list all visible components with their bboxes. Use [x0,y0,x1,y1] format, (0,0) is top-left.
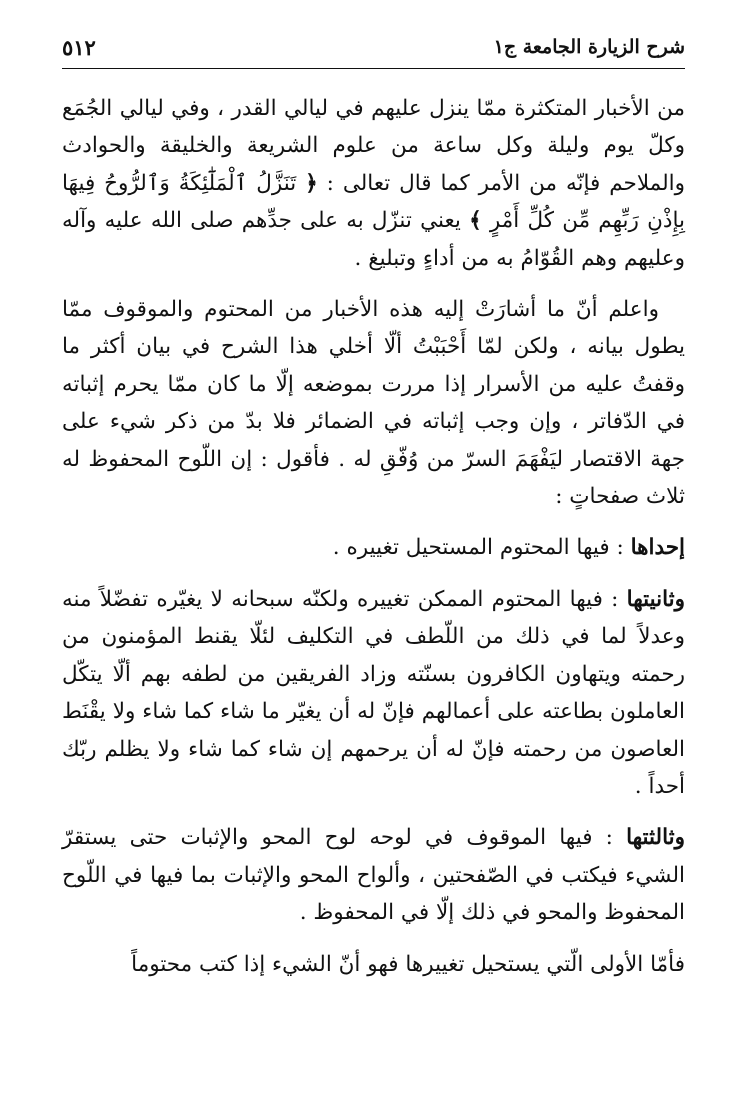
paragraph-6 [62,946,685,983]
main-text [62,90,685,983]
paragraph-3 [62,529,685,566]
quran-open-brace: ﴿ [305,170,318,196]
term-third: وثالثتها [626,825,685,851]
paragraph-2-text: واعلم أنّ ما أشارَتْ إليه هذه الأخبار من المحتوم والموقوف ممّا يطول بيانه ، ولكن لمّا أَحْبَبْتُ ألّا أخلي هذا الشرح في بيان أكثر ما وقفتُ عليه من الأسرار إذا مررت بموضعه إلّا ما كان ممّا يحرم إثباته في الدّفاتر ، وإن وجب إثباته في الضمائر فلا بدّ من ذكر شيء على جهة الاقتصار ليَفْهَمَ السرّ من وُفّقِ له . فأقول : إن اللّوح المحفوظ له ثلاث صفحاتٍ : [62,297,685,510]
quran-verse: تَنَزَّلُ ٱلْمَلَٰٓئِكَةُ وَٱلرُّوحُ فِيهَا بِإِذْنِ رَبِّهِم مِّن كُلِّ أَمْرٍ [62,170,685,234]
paragraph-1-text-a: من الأخبار المتكثرة ممّا ينزل عليهم في ليالي القدر ، وفي ليالي الجُمَع وكلّ يوم وليلة وكل ساعة من علوم الشريعة والخليقة والحوادث والملاحم فإنّه من الأمر كما قال تعالى : [62,96,686,196]
paragraph-4 [62,581,685,805]
paragraph-2 [62,291,685,515]
paragraph-3-text: : فيها المحتوم المستحيل تغييره . [332,535,631,561]
quran-close-brace: ﴾ [469,208,482,234]
paragraph-6-text: فأمّا الأولى الّتي يستحيل تغييرها فهو أنّ الشيء إذا كتب محتوماً [131,951,685,977]
term-second: وثانيتها [626,586,685,612]
term-first: إحداها [630,535,685,561]
page-number: ٥١٢ [62,34,96,60]
paragraph-5-text: : فيها الموقوف في لوحه لوح المحو والإثبات حتى يستقرّ الشيء فيكتب في الصّفحتين ، وألواح المحو والإثبات بما فيها في اللّوح المحفوظ والمحو في ذلك إلّا في المحفوظ . [62,825,685,926]
running-title: شرح الزيارة الجامعة ج١ [493,36,685,58]
header-divider [62,68,685,69]
paragraph-1-text-b: يعني تنزّل به على جدِّهم صلى الله عليه وآله وعليهم وهم القُوّامُ به من أداءٍ وتبليغ . [62,208,685,271]
paragraph-5 [62,819,685,931]
paragraph-1 [62,90,685,277]
page-header [62,30,685,64]
paragraph-4-text: : فيها المحتوم الممكن تغييره ولكنّه سبحانه لا يغيّره تفضّلاً منه وعدلاً لما في ذلك من اللّطف في التكليف لئلّا يقنط المؤمنون من رحمته ويتهاون الكافرون بسنّته وزاد الفريقين من لطفه بهم ألّا يتكّل العاملون بطاعته على أعمالهم فإنّ له أن يغيّر ما شاء كما شاء ولا يقْنَط العاصون من رحمته فإنّ له أن يرحمهم إن شاء كما شاء ولا يظلم ربّك أحداً . [62,586,685,799]
